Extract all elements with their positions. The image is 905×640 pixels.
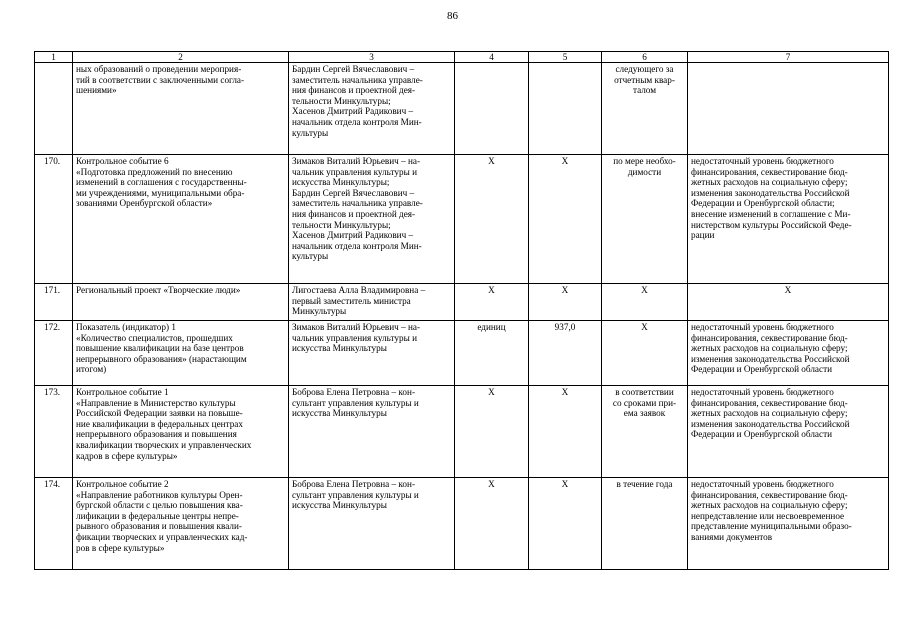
risks-cell-line: финансирования, секвестирование бюд- bbox=[691, 397, 848, 408]
description-cell bbox=[73, 284, 289, 321]
description-cell-line: Контрольное событие 2 bbox=[76, 479, 169, 489]
risks-cell-line: нистерством культуры Российской Феде- bbox=[691, 219, 852, 230]
risks-cell-line: недостаточный уровень бюджетного bbox=[691, 156, 834, 166]
description-cell-line: кадров в сфере культуры» bbox=[76, 450, 178, 461]
value-cell: Х bbox=[529, 284, 602, 321]
responsible-cell-line: сультант управления культуры и bbox=[292, 489, 419, 500]
responsible-cell-line: искусства Минкультуры bbox=[292, 343, 387, 354]
responsible-cell-line: искусства Минкультуры bbox=[292, 500, 387, 511]
responsible-cell-line: Боброва Елена Петровна – кон- bbox=[292, 387, 416, 397]
unit-cell bbox=[455, 63, 529, 155]
description-cell-line: тий в соответствии с заключенными согла- bbox=[76, 74, 245, 85]
risks-cell bbox=[688, 284, 889, 321]
description-cell bbox=[73, 478, 289, 570]
risks-cell bbox=[688, 386, 889, 478]
responsible-cell-line: культуры bbox=[292, 127, 329, 138]
description-cell bbox=[73, 386, 289, 478]
description-cell bbox=[73, 63, 289, 155]
responsible-cell-line: чальник управления культуры и bbox=[292, 166, 417, 177]
responsible-cell-line: Зимаков Виталий Юрьевич – на- bbox=[292, 322, 421, 332]
description-cell-line: ров в сфере культуры» bbox=[76, 542, 165, 553]
responsible-cell-line: тельности Минкультуры; bbox=[292, 219, 391, 230]
risks-cell-line: недостаточный уровень бюджетного bbox=[691, 479, 834, 489]
description-cell-line: Контрольное событие 6 bbox=[76, 156, 169, 166]
responsible-cell bbox=[289, 478, 455, 570]
description-cell bbox=[73, 155, 289, 284]
risks-cell bbox=[688, 63, 889, 155]
risks-cell-line: недостаточный уровень бюджетного bbox=[691, 387, 834, 397]
risks-cell-line: изменения законодательства Российской bbox=[691, 418, 850, 429]
row-number-cell: 172. bbox=[35, 321, 73, 386]
table-body bbox=[35, 52, 889, 570]
term-cell-line: отчетным квар- bbox=[614, 74, 675, 85]
header-cell-1: 1 bbox=[35, 52, 73, 63]
risks-cell-line: Федерации и Оренбургской области; bbox=[691, 198, 835, 209]
unit-cell: Х bbox=[455, 386, 529, 478]
description-cell-line: изменений в соглашения с государственны- bbox=[76, 177, 247, 188]
responsible-cell bbox=[289, 155, 455, 284]
responsible-cell-line: Зимаков Виталий Юрьевич – на- bbox=[292, 156, 421, 166]
description-cell-line: ных образований о проведении мероприя- bbox=[76, 64, 242, 74]
responsible-cell-line: ния финансов и проектной дея- bbox=[292, 85, 416, 96]
risks-cell-line: Федерации и Оренбургской области bbox=[691, 429, 832, 440]
risks-cell-line: рации bbox=[691, 230, 715, 241]
responsible-cell bbox=[289, 321, 455, 386]
value-cell: Х bbox=[529, 155, 602, 284]
term-cell-line: в течение года bbox=[616, 479, 673, 489]
unit-cell: Х bbox=[455, 478, 529, 570]
description-cell-line: итогом) bbox=[76, 364, 107, 375]
description-cell-line: зованиями Оренбургской области» bbox=[76, 198, 213, 209]
table-row bbox=[35, 321, 889, 386]
responsible-cell-line: заместитель начальника управле- bbox=[292, 74, 423, 85]
responsible-cell-line: Боброва Елена Петровна – кон- bbox=[292, 479, 416, 489]
description-cell-line: непрерывного образования и повышения bbox=[76, 429, 237, 440]
risks-cell-line: жетных расходов на социальную сферу; bbox=[691, 343, 848, 354]
risks-cell-line: жетных расходов на социальную сферу; bbox=[691, 177, 848, 188]
table-row bbox=[35, 478, 889, 570]
value-cell: Х bbox=[529, 478, 602, 570]
responsible-cell-line: искусства Минкультуры; bbox=[292, 177, 390, 188]
responsible-cell-line: Хасенов Дмитрий Радикович – bbox=[292, 230, 414, 241]
responsible-cell-line: Хасенов Дмитрий Радикович – bbox=[292, 106, 414, 117]
responsible-cell bbox=[289, 386, 455, 478]
responsible-cell-line: первый заместитель министра bbox=[292, 295, 411, 306]
risks-cell-line: внесение изменений в соглашение с Ми- bbox=[691, 208, 851, 219]
description-cell-line: Показатель (индикатор) 1 bbox=[76, 322, 176, 332]
description-cell-line: «Подготовка предложений по внесению bbox=[76, 166, 233, 177]
responsible-cell-line: Лигостаева Алла Владимировна – bbox=[292, 285, 426, 295]
description-cell-line: «Направление в Министерство культуры bbox=[76, 397, 236, 408]
responsible-cell-line: Бардин Сергей Вячеславович – bbox=[292, 187, 415, 198]
risks-cell-line: недостаточный уровень бюджетного bbox=[691, 322, 834, 332]
page-number: 86 bbox=[447, 10, 458, 22]
description-cell-line: квалификации творческих и управленческих bbox=[76, 439, 252, 450]
description-cell-line: рывного образования и повышения квали- bbox=[76, 521, 242, 532]
risks-cell-line: ваниями документов bbox=[691, 531, 773, 542]
risks-cell-line: финансирования, секвестирование бюд- bbox=[691, 489, 848, 500]
responsible-cell-line: ния финансов и проектной дея- bbox=[292, 208, 416, 219]
row-number-cell bbox=[35, 63, 73, 155]
risks-cell-line: Федерации и Оренбургской области bbox=[691, 364, 832, 375]
description-cell-line: фикации творческих и управленческих кад- bbox=[76, 531, 248, 542]
responsible-cell-line: заместитель начальника управле- bbox=[292, 198, 423, 209]
risks-cell-line: изменения законодательства Российской bbox=[691, 353, 850, 364]
description-cell bbox=[73, 321, 289, 386]
term-cell bbox=[602, 284, 688, 321]
header-cell-2: 2 bbox=[73, 52, 289, 63]
term-cell-line: димости bbox=[627, 166, 662, 177]
row-number-cell: 174. bbox=[35, 478, 73, 570]
term-cell-line: Х bbox=[641, 322, 648, 332]
description-cell-line: шениями» bbox=[76, 85, 117, 96]
term-cell bbox=[602, 321, 688, 386]
description-cell-line: Региональный проект «Творческие люди» bbox=[76, 285, 241, 295]
description-cell-line: Контрольное событие 1 bbox=[76, 387, 169, 397]
description-cell-line: ние квалификации в федеральных центрах bbox=[76, 418, 243, 429]
term-cell-line: со сроками при- bbox=[612, 397, 677, 408]
risks-cell bbox=[688, 155, 889, 284]
term-cell bbox=[602, 478, 688, 570]
header-cell-7: 7 bbox=[688, 52, 889, 63]
header-row bbox=[35, 52, 889, 63]
description-cell-line: «Количество специалистов, прошедших bbox=[76, 332, 233, 343]
header-cell-4: 4 bbox=[455, 52, 529, 63]
row-number-cell: 170. bbox=[35, 155, 73, 284]
responsible-cell-line: тельности Минкультуры; bbox=[292, 95, 391, 106]
risks-cell-line: финансирования, секвестирование бюд- bbox=[691, 166, 848, 177]
row-number-cell: 171. bbox=[35, 284, 73, 321]
responsible-cell-line: сультант управления культуры и bbox=[292, 397, 419, 408]
term-cell-line: ема заявок bbox=[623, 408, 666, 419]
table-row bbox=[35, 155, 889, 284]
responsible-cell-line: Бардин Сергей Вячеславович – bbox=[292, 64, 415, 74]
risks-cell-line: финансирования, секвестирование бюд- bbox=[691, 332, 848, 343]
risks-cell bbox=[688, 478, 889, 570]
risks-cell-line: непредставление или несвоевременное bbox=[691, 510, 845, 521]
risks-cell bbox=[688, 321, 889, 386]
description-cell-line: «Направление работников культуры Орен- bbox=[76, 489, 243, 500]
responsible-cell bbox=[289, 63, 455, 155]
term-cell bbox=[602, 386, 688, 478]
description-cell-line: непрерывного образования» (нарастающим bbox=[76, 353, 247, 364]
description-cell-line: ми учреждениями, муниципальными обра- bbox=[76, 187, 245, 198]
row-number-cell: 173. bbox=[35, 386, 73, 478]
table-row bbox=[35, 284, 889, 321]
term-cell-line: Х bbox=[641, 285, 648, 295]
value-cell: 937,0 bbox=[529, 321, 602, 386]
plan-table bbox=[34, 51, 889, 570]
risks-cell-line: жетных расходов на социальную сферу; bbox=[691, 500, 848, 511]
header-cell-5: 5 bbox=[529, 52, 602, 63]
description-cell-line: Российской Федерации заявки на повыше- bbox=[76, 408, 243, 419]
table-row bbox=[35, 63, 889, 155]
term-cell-line: следующего за bbox=[615, 64, 674, 74]
responsible-cell-line: начальник отдела контроля Мин- bbox=[292, 240, 422, 251]
responsible-cell-line: искусства Минкультуры bbox=[292, 408, 387, 419]
description-cell-line: бургской области с целью повышения ква- bbox=[76, 500, 243, 511]
header-cell-6: 6 bbox=[602, 52, 688, 63]
unit-cell: единиц bbox=[455, 321, 529, 386]
table-row bbox=[35, 386, 889, 478]
term-cell-line: в соответствии bbox=[615, 387, 674, 397]
responsible-cell-line: начальник отдела контроля Мин- bbox=[292, 116, 422, 127]
term-cell-line: талом bbox=[632, 85, 657, 96]
term-cell bbox=[602, 155, 688, 284]
responsible-cell-line: культуры bbox=[292, 251, 329, 262]
responsible-cell-line: чальник управления культуры и bbox=[292, 332, 417, 343]
header-cell-3: 3 bbox=[289, 52, 455, 63]
responsible-cell-line: Минкультуры bbox=[292, 306, 347, 317]
term-cell-line: по мере необхо- bbox=[613, 156, 676, 166]
risks-cell-line: жетных расходов на социальную сферу; bbox=[691, 408, 848, 419]
description-cell-line: повышение квалификации на базе центров bbox=[76, 343, 244, 354]
risks-cell-line: представление муниципальными образо- bbox=[691, 521, 852, 532]
risks-cell-line: Х bbox=[784, 285, 792, 295]
description-cell-line: лификации в федеральные центры непре- bbox=[76, 510, 239, 521]
unit-cell: Х bbox=[455, 155, 529, 284]
responsible-cell bbox=[289, 284, 455, 321]
unit-cell: Х bbox=[455, 284, 529, 321]
value-cell bbox=[529, 63, 602, 155]
risks-cell-line: изменения законодательства Российской bbox=[691, 187, 850, 198]
term-cell bbox=[602, 63, 688, 155]
value-cell: Х bbox=[529, 386, 602, 478]
